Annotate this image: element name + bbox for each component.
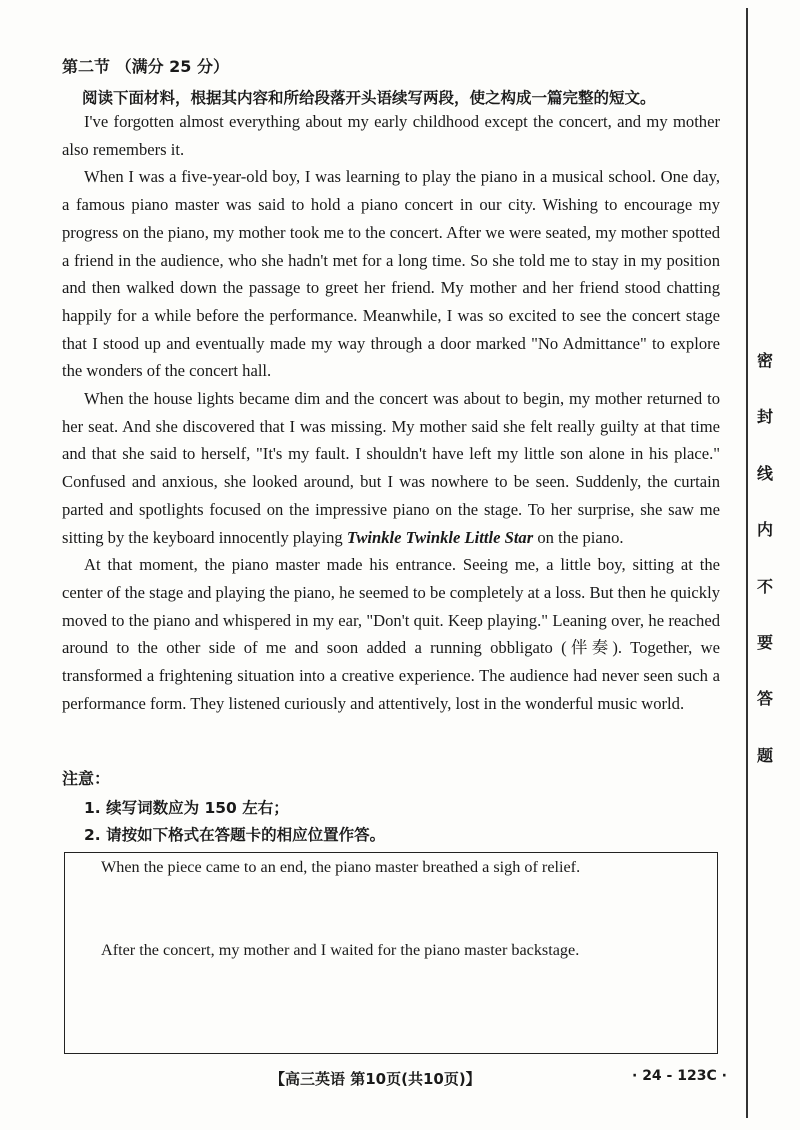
task-instruction: 阅读下面材料，根据其内容和所给段落开头语续写两段，使之构成一篇完整的短文。	[82, 89, 656, 107]
seal-line-label	[754, 350, 776, 801]
passage-paragraph-3-end: on the piano.	[533, 527, 624, 547]
seal-char: 密	[756, 351, 773, 370]
seal-char: 封	[756, 407, 773, 427]
seal-char: 要	[756, 632, 773, 652]
seal-char: 线	[756, 463, 773, 483]
answer-box	[64, 852, 718, 1054]
seal-char: 不	[756, 576, 773, 596]
seal-char: 内	[756, 520, 773, 540]
section-heading: 第二节 （满分 25 分）	[62, 57, 229, 76]
passage-paragraph-2	[62, 163, 720, 385]
passage-paragraph-2-end: "No Admittance" to explore the wonders of the concert hall.	[62, 333, 721, 381]
seal-line	[746, 8, 748, 1118]
paragraph-opener-2: After the concert, my mother and I waited for the piano master backstage.	[101, 941, 580, 959]
passage-paragraph-1: I've forgotten almost everything about my early childhood except the concert, and my mother also remembers it.	[62, 112, 720, 159]
seal-char: 题	[756, 745, 773, 765]
note-item-1: 1. 续写词数应为 150 左右；	[84, 799, 289, 817]
notes-title: 注意：	[62, 769, 111, 788]
note-item-2: 2. 请按如下格式在答题卡的相应位置作答。	[84, 826, 386, 844]
paragraph-opener-1: When the piece came to an end, the piano master breathed a sigh of relief.	[101, 858, 581, 876]
page-footer: 【高三英语 第10页(共10页)】	[270, 1070, 481, 1088]
song-title: Twinkle Twinkle Little Star	[346, 527, 534, 547]
passage-paragraph-4: At that moment, the piano master made his entrance. Seeing me, a little boy, sitting at the center of the stage and playing the piano, he seemed to be completely at a loss. But then he quickly moved to the piano and whispered in my ear, "Don't quit. Keep playing." Leaning over, he reached around to the other side of me and soon added a running obbligato (伴奏). Together, we transformed a frightening situation into a creative experience. The audience had never seen such a performance form. They listened curiously and attentively, lost in the wonderful music world.	[62, 555, 720, 713]
passage-paragraph-3-text: When the house lights became dim and the concert was about to begin, my mother returned to her seat. And she discovered that I was missing. My mother said she felt really guilty at that time and that she said to herself, "It's my fault. I shouldn't have left my little son alone in his place." Confused and anxious, she looked around, but I was nowhere to be seen. Suddenly, the curtain parted and spotlights focused on the impressive piano on the stage. To her surprise, she saw me sitting by the keyboard innocently playing	[62, 389, 720, 547]
passage-paragraph-2-text: When I was a five-year-old boy, I was learning to play the piano in a musical school. One day, a famous piano master was said to hold a piano concert in our city. Wishing to encourage my progress on the piano, my mother took me to the concert. After we were seated, my mother spotted a friend in the audience, who she hadn't met for a long time. So she told me to stay in my position and then walked down the passage to greet her friend. My mother and her friend stood chatting happily for a while before the performance. Meanwhile, I was so excited to see the concert stage that I stood up and eventually made my way through a door marked	[62, 167, 720, 353]
reading-passage	[62, 108, 720, 717]
exam-code: · 24 - 123C ·	[632, 1068, 727, 1084]
passage-paragraph-3	[62, 385, 720, 551]
seal-char: 答	[756, 689, 773, 709]
